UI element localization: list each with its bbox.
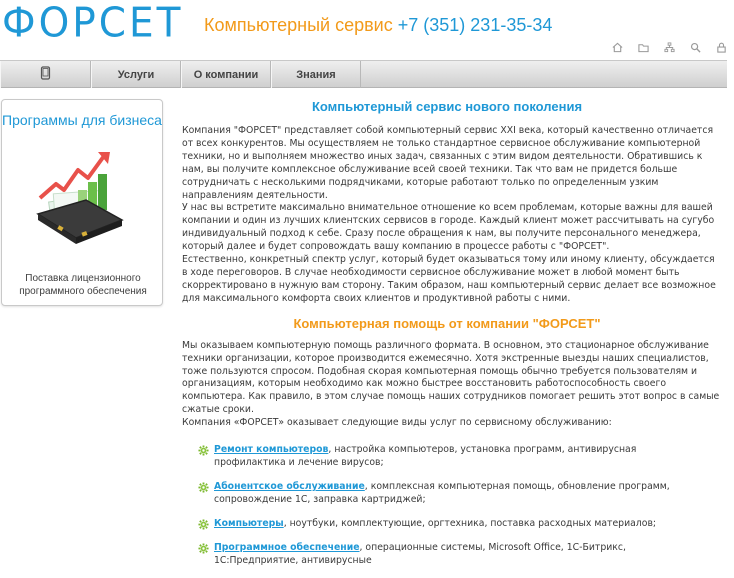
section-subtitle: Компьютерная помощь от компании "ФОРСЕТ" bbox=[293, 315, 601, 331]
lock-icon[interactable] bbox=[708, 40, 734, 54]
services-list bbox=[198, 443, 722, 567]
header bbox=[0, 0, 727, 60]
briefcase-chart-icon bbox=[32, 140, 132, 250]
site-logo[interactable]: ФОРСЕТ bbox=[2, 0, 184, 48]
tagline-text: Компьютерный сервис bbox=[204, 15, 398, 35]
list-item-text: , настройка компьютеров, установка программ, антивирусная профилактика и лечение вирусов; bbox=[214, 444, 637, 469]
main-nav bbox=[0, 60, 727, 88]
card-caption: Поставка лицензионного программного обеспечения bbox=[19, 273, 147, 297]
nav-knowledge[interactable]: Знания bbox=[271, 61, 361, 88]
attention-paragraph: У нас вы встретите максимально внимательное отношение ко всем проблемам, которые важны для вашей компании и один из лучших клиентских сервисов в городе. Каждый клиент может рассчитывать на сугубо индивидуальный подход к себе. Сразу после обращения к нам, вы получите персонального менеджера, который далее и будет сопровождать вашу компанию в процессе работы с "ФОРСЕТ". bbox=[182, 202, 715, 253]
gear-bullet-icon bbox=[198, 482, 209, 493]
search-icon[interactable] bbox=[682, 40, 708, 54]
list-item-text: , ноутбуки, комплектующие, оргтехника, поставка расходных материалов; bbox=[283, 518, 657, 530]
software-link[interactable]: Программное обеспечение bbox=[214, 542, 360, 554]
nav-about[interactable]: О компании bbox=[181, 61, 271, 88]
services-scope-paragraph: Естественно, конкретный спектр услуг, который будет оказываться тому или иному клиенту, обсуждается в ходе переговоров. В случае необходимости сервисное обслуживание может в любой момент быть скорректировано в нужную вам сторону. Таким образом, наш компьютерный сервис делает все возможное для максимального комфорта своих клиентов и продуктивной работы с ними. bbox=[182, 254, 716, 304]
repair-link[interactable]: Ремонт компьютеров bbox=[214, 444, 329, 456]
gear-bullet-icon bbox=[198, 543, 209, 554]
subscription-link[interactable]: Абонентское обслуживание bbox=[214, 481, 365, 493]
gear-bullet-icon bbox=[198, 519, 209, 530]
list-item bbox=[198, 443, 708, 469]
card-title[interactable]: Программы для бизнеса bbox=[2, 112, 162, 128]
page-title: Компьютерный сервис нового поколения bbox=[311, 99, 583, 114]
gear-bullet-icon bbox=[198, 445, 209, 456]
help-paragraph: Мы оказываем компьютерную помощь различного формата. В основном, это стационарное обслуживание техники организации, которое производится ежемесячно. Хотя экстренные выезды наших специалистов, тоже пользуются спросом. Подобная скорая компьютерная помощь обычно требуется пользователям и организациям, которым необходимо как можно быстрее восстановить работоспособность своего компьютера. Как правило, в этом случае помощь наших сотрудников помогает решить этот вопрос в самые сжатые сроки. bbox=[182, 339, 720, 416]
nav-services[interactable]: Услуги bbox=[91, 61, 181, 88]
computers-link[interactable]: Компьютеры bbox=[214, 518, 284, 530]
list-item bbox=[198, 517, 708, 530]
list-item bbox=[198, 541, 708, 567]
nav-home[interactable] bbox=[0, 61, 91, 88]
home-icon[interactable] bbox=[604, 40, 630, 54]
header-tagline bbox=[204, 15, 552, 36]
list-item bbox=[198, 480, 708, 506]
sitemap-icon[interactable] bbox=[656, 40, 682, 54]
business-software-card[interactable] bbox=[1, 99, 163, 306]
phone-icon bbox=[40, 66, 51, 83]
utility-icons bbox=[604, 40, 734, 54]
main-content bbox=[182, 96, 722, 578]
list-item-text: , операционные системы, Microsoft Office, 1С-Битрикс, 1С:Предприятие, антивирусные bbox=[214, 542, 626, 567]
intro-paragraph: Компания "ФОРСЕТ" представляет собой компьютерный сервис XXI века, который качественно отличается от всех конкурентов. Мы осуществляем не только стандартное сервисное обслуживание компьютерной техники, но и выполняем множество иных задач, связанных с этим видом деятельности. Обратившись к нам, вы получите комплексное обслуживание всей своей техники. Так что вам не придется больше сотрудничать с несколькими подрядчиками, которые работают только по определенным узким направлениям деятельности. bbox=[182, 125, 714, 201]
phone-number: +7 (351) 231-35-34 bbox=[397, 15, 553, 35]
list-item-text: , комплексная компьютерная помощь, обновление программ, сопровождение 1С, заправка картриджей; bbox=[214, 481, 670, 506]
folder-icon[interactable] bbox=[630, 40, 656, 54]
services-intro: Компания «ФОРСЕТ» оказывает следующие виды услуг по сервисному обслуживанию: bbox=[182, 417, 612, 429]
